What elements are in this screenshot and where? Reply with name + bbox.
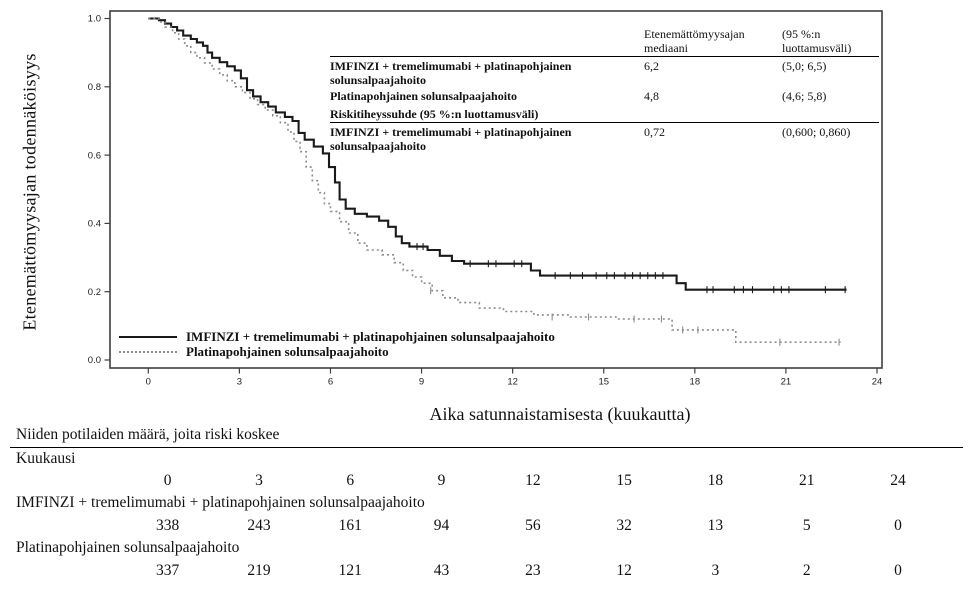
month-tick: 9 bbox=[437, 472, 446, 489]
at-risk-count: 94 bbox=[433, 517, 450, 534]
stats-row-imfinzi-ci: (5,0; 6,5) bbox=[782, 59, 827, 74]
stats-row-imfinzi-label: IMFINZI + tremelimumabi + platinapohjainen solunsalpaajahoito bbox=[330, 59, 572, 88]
at-risk-count: 5 bbox=[802, 517, 811, 534]
x-tick-label: 15 bbox=[598, 376, 610, 388]
risk-group-platinum-counts bbox=[122, 562, 944, 580]
at-risk-count: 0 bbox=[894, 517, 902, 534]
legend-item-imfinzi bbox=[119, 329, 555, 344]
x-tick-label: 21 bbox=[780, 376, 792, 388]
risk-group-imfinzi-label: IMFINZI + tremelimumabi + platinapohjainen solunsalpaajahoito bbox=[16, 494, 425, 511]
month-tick: 12 bbox=[525, 472, 541, 489]
stats-row-platinum-ci: (4,6; 5,8) bbox=[782, 88, 827, 103]
legend-item-platinum bbox=[119, 344, 555, 359]
x-tick-label: 9 bbox=[418, 376, 425, 388]
risk-group-platinum-label: Platinapohjainen solunsalpaajahoito bbox=[16, 539, 240, 556]
month-tick: 0 bbox=[163, 472, 172, 489]
month-tick: 6 bbox=[346, 472, 355, 489]
stats-row-platinum-median: 4,8 bbox=[644, 88, 659, 103]
x-tick-label: 12 bbox=[507, 376, 518, 388]
stats-row-hr-ci: (0,600; 0,860) bbox=[782, 124, 851, 139]
month-tick: 21 bbox=[798, 472, 815, 489]
risk-table-rule bbox=[10, 447, 963, 448]
risk-table-title: Niiden potilaiden määrä, joita riski koskee bbox=[16, 426, 280, 443]
at-risk-count: 56 bbox=[525, 517, 541, 534]
at-risk-count: 243 bbox=[247, 517, 271, 534]
at-risk-count: 3 bbox=[711, 562, 720, 579]
y-tick-label: 1.0 bbox=[87, 13, 101, 25]
at-risk-count: 2 bbox=[802, 562, 811, 579]
solid-line-swatch bbox=[119, 336, 177, 338]
y-axis-title: Etenemättömyysajan todennäköisyys bbox=[19, 53, 40, 331]
month-tick: 15 bbox=[616, 472, 632, 489]
legend-label-imfinzi: IMFINZI + tremelimumabi + platinapohjainen solunsalpaajahoito bbox=[186, 328, 555, 344]
risk-table-row-label: Kuukausi bbox=[16, 450, 76, 467]
at-risk-count: 161 bbox=[338, 517, 362, 534]
risk-group-imfinzi-counts bbox=[122, 517, 944, 535]
x-tick-label: 0 bbox=[145, 376, 151, 388]
x-tick-label: 18 bbox=[689, 376, 701, 388]
at-risk-count: 13 bbox=[707, 517, 724, 534]
x-tick-label: 24 bbox=[871, 376, 883, 388]
at-risk-count: 219 bbox=[247, 562, 271, 579]
y-tick-label: 0.4 bbox=[87, 218, 101, 230]
at-risk-count: 337 bbox=[156, 562, 180, 579]
legend-label-platinum: Platinapohjainen solunsalpaajahoito bbox=[186, 343, 389, 359]
at-risk-count: 338 bbox=[156, 517, 180, 534]
y-tick-label: 0.0 bbox=[87, 355, 101, 367]
stats-header-ci: (95 %:n luottamusväli) bbox=[782, 27, 879, 57]
risk-table-months-row bbox=[122, 472, 944, 490]
x-tick-label: 6 bbox=[327, 376, 334, 388]
at-risk-count: 12 bbox=[616, 562, 632, 579]
dotted-line-swatch bbox=[119, 351, 177, 353]
y-tick-label: 0.8 bbox=[87, 82, 101, 93]
stats-section-hazard-ratio: Riskitiheyssuhde (95 %:n luottamusväli) bbox=[330, 104, 879, 123]
month-tick: 18 bbox=[707, 472, 724, 489]
stats-table bbox=[330, 27, 879, 154]
month-tick: 24 bbox=[890, 472, 906, 489]
stats-header-empty bbox=[330, 27, 644, 57]
x-tick-label: 3 bbox=[236, 376, 243, 388]
stats-row-platinum-label: Platinapohjainen solunsalpaajahoito bbox=[330, 88, 518, 103]
y-tick-label: 0.6 bbox=[87, 150, 101, 162]
at-risk-count: 32 bbox=[616, 517, 632, 534]
y-tick-label: 0.2 bbox=[87, 286, 101, 298]
legend bbox=[119, 329, 555, 359]
at-risk-count: 23 bbox=[525, 562, 541, 579]
at-risk-count: 0 bbox=[894, 562, 902, 579]
x-axis-title: Aika satunnaistamisesta (kuukautta) bbox=[429, 404, 691, 424]
stats-row-imfinzi-median: 6,2 bbox=[644, 59, 659, 74]
stats-row-hr-value: 0,72 bbox=[644, 124, 665, 139]
at-risk-count: 121 bbox=[338, 562, 362, 579]
stats-header-median: Etenemättömyysajan mediaani bbox=[644, 27, 782, 57]
at-risk-count: 43 bbox=[433, 562, 450, 579]
month-tick: 3 bbox=[255, 472, 263, 489]
stats-row-hr-label: IMFINZI + tremelimumabi + platinapohjainen solunsalpaajahoito bbox=[330, 124, 572, 154]
